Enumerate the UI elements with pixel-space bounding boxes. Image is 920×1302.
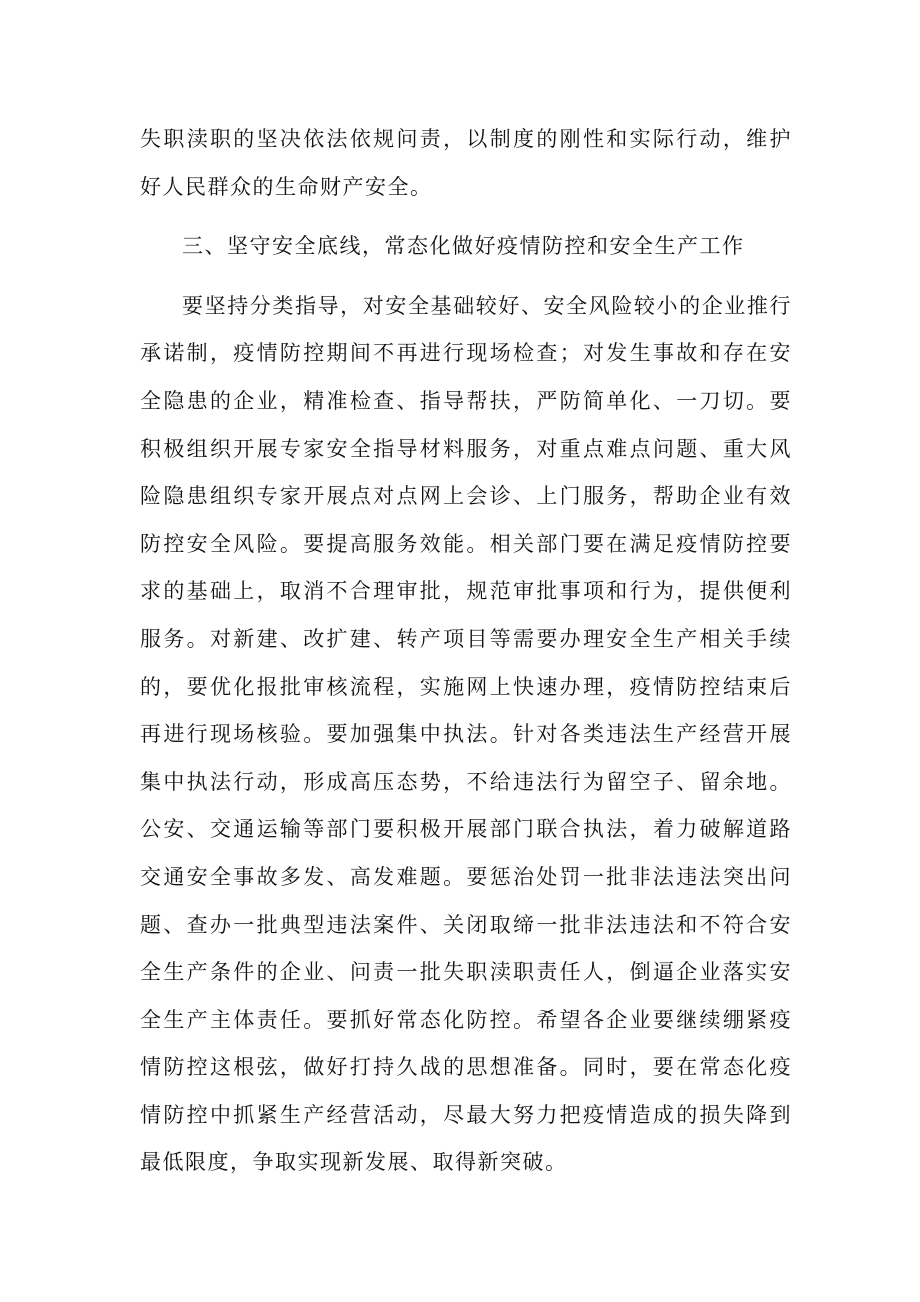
paragraph-continued: 失职渎职的坚决依法依规问责，以制度的刚性和实际行动，维护好人民群众的生命财产安全。 [140,127,792,199]
paragraph-body: 要坚持分类指导，对安全基础较好、安全风险较小的企业推行承诺制，疫情防控期间不再进行现场检查；对发生事故和存在安全隐患的企业，精准检查、指导帮扶，严防简单化、一刀切。要积极组织开展专家安全指导材料服务，对重点难点问题、重大风险隐患组织专家开展点对点网上会诊、上门服务，帮助企业有效防控安全风险。要提高服务效能。相关部门要在满足疫情防控要求的基础上，取消不合理审批，规范审批事项和行为，提供便利服务。对新建、改扩建、转产项目等需要办理安全生产相关手续的，要优化报批审核流程，实施网上快速办理，疫情防控结束后再进行现场核验。要加强集中执法。针对各类违法生产经营开展集中执法行动，形成高压态势，不给违法行为留空子、留余地。公安、交通运输等部门要积极开展部门联合执法，着力破解道路交通安全事故多发、高发难题。要惩治处罚一批非法违法突出问题、查办一批典型违法案件、关闭取缔一批非法违法和不符合安全生产条件的企业、问责一批失职渎职责任人，倒逼企业落实安全生产主体责任。要抓好常态化防控。希望各企业要继续绷紧疫情防控这根弦，做好打持久战的思想准备。同时，要在常态化疫情防控中抓紧生产经营活动，尽最大努力把疫情造成的损失降到最低限度，争取实现新发展、取得新突破。 [140,293,792,1175]
section-heading: 三、坚守安全底线，常态化做好疫情防控和安全生产工作 [182,234,745,259]
document-body [140,116,792,1187]
